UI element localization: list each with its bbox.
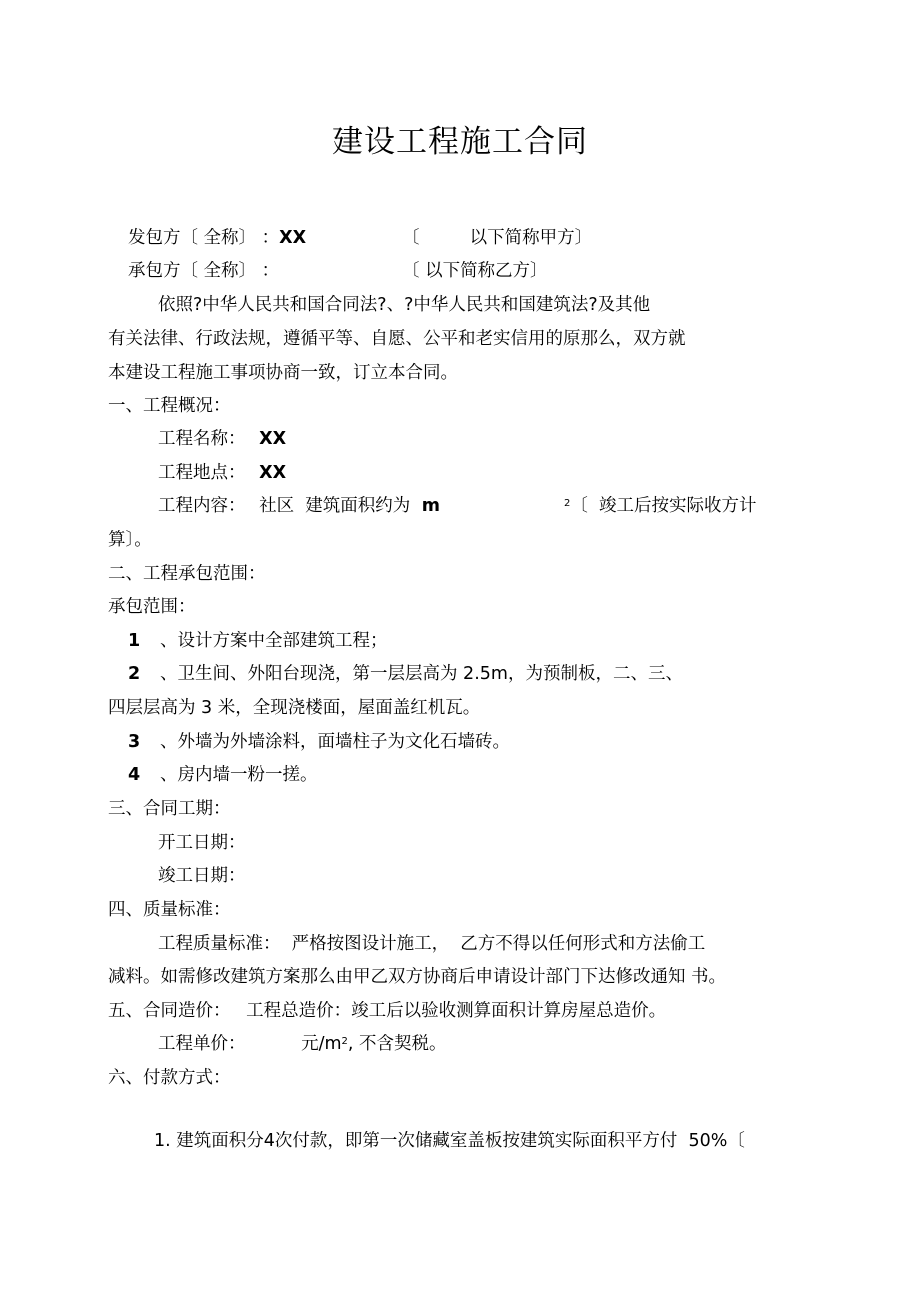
end-date-label: 竣工日期： — [158, 866, 246, 886]
scope-item-3 — [128, 730, 510, 754]
scope-item-number: 1 — [128, 631, 141, 651]
unit-price-line — [158, 1032, 447, 1056]
document-title: 建设工程施工合同 — [332, 124, 588, 160]
project-site-line — [158, 461, 286, 485]
section-1-heading: 一、工程概况： — [108, 396, 231, 416]
scope-item-number: 4 — [128, 765, 141, 785]
payment-item-1: 1. 建筑面积分4次付款，即第一次储藏室盖板按建筑实际面积平方付 50%〔 — [154, 1131, 745, 1151]
scope-label: 承包范围： — [108, 597, 196, 617]
scope-item-text: 、外墙为外墙涂料，面墙柱子为文化石墙砖。 — [160, 732, 510, 752]
scope-item-2 — [128, 662, 683, 686]
employer-value: XX — [279, 228, 307, 248]
project-content-line — [158, 494, 440, 518]
scope-item-text: 、设计方案中全部建筑工程； — [160, 631, 388, 651]
project-content-tail — [564, 494, 757, 518]
contractor-abbrev: 〔 以下简称乙方〕 — [402, 261, 548, 281]
unit-price-value: 元/m — [301, 1034, 342, 1054]
section-4-heading: 四、质量标准： — [108, 900, 231, 920]
project-content-label: 工程内容： — [158, 496, 246, 516]
project-content-unit: m — [421, 496, 441, 516]
area-superscript: 2 — [564, 498, 571, 509]
section-3-heading: 三、合同工期： — [108, 799, 231, 819]
employer-label: 发包方〔 全称〕 ： — [128, 228, 280, 248]
unit-price-superscript: 2 — [341, 1036, 348, 1047]
project-name-line — [158, 427, 286, 451]
unit-price-tail: , 不含契税。 — [347, 1034, 447, 1054]
project-site-value: XX — [259, 463, 287, 483]
total-price-text: 工程总造价：竣工后以验收测算面积计算房屋总造价。 — [246, 1001, 667, 1021]
project-content-value: 社区 建筑面积约为 — [259, 496, 411, 516]
project-content-cont: 算〕。 — [108, 530, 152, 550]
unit-price-label: 工程单价： — [158, 1034, 246, 1054]
scope-item-number: 2 — [128, 664, 141, 684]
section-5-heading: 五、合同造价： — [108, 1001, 231, 1021]
scope-item-1 — [128, 629, 388, 653]
contractor-label: 承包方〔 全称〕 ： — [128, 261, 280, 281]
scope-item-number: 3 — [128, 732, 141, 752]
quality-line-1: 工程质量标准： 严格按图设计施工， 乙方不得以任何形式和方法偷工 — [158, 934, 706, 954]
scope-item-2-cont: 四层层高为 3 米，全现浇楼面，屋面盖红机瓦。 — [108, 698, 481, 718]
preamble-line-3: 本建设工程施工事项协商一致，订立本合同。 — [108, 363, 458, 383]
section-5-line — [108, 999, 666, 1023]
preamble-line-2: 有关法律、行政法规，遵循平等、自愿、公平和老实信用的原那么，双方就 — [108, 329, 686, 349]
preamble-line-1: 依照?中华人民共和国合同法?、?中华人民共和国建筑法?及其他 — [158, 295, 651, 315]
employer-line — [128, 226, 306, 250]
section-2-heading: 二、工程承包范围： — [108, 564, 266, 584]
scope-item-4 — [128, 763, 318, 787]
start-date-label: 开工日期： — [158, 833, 246, 853]
project-content-tail-text: 〔 竣工后按实际收方计 — [570, 496, 757, 516]
project-site-label: 工程地点： — [158, 463, 246, 483]
quality-line-2: 减料。如需修改建筑方案那么由甲乙双方协商后申请设计部门下达修改通知 书。 — [108, 967, 727, 987]
section-6-heading: 六、付款方式： — [108, 1068, 231, 1088]
employer-abbrev: 〔 以下简称甲方〕 — [402, 228, 593, 248]
project-name-label: 工程名称： — [158, 429, 246, 449]
project-name-value: XX — [259, 429, 287, 449]
scope-item-text: 、卫生间、外阳台现浇，第一层层高为 2.5m，为预制板，二、三、 — [160, 664, 683, 684]
scope-item-text: 、房内墙一粉一搓。 — [160, 765, 318, 785]
